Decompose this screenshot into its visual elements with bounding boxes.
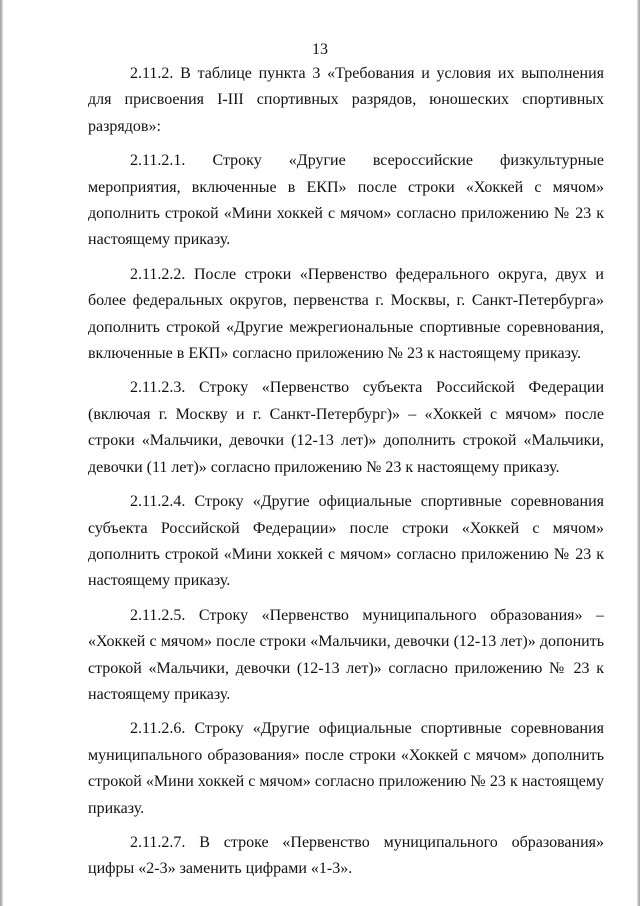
paragraph-2-11-2-6: 2.11.2.6. Строку «Другие официальные спортивные соревнования муниципального образования» после строки «Хоккей с мячом» дополнить строкой «Мини хоккей с мячом» согласно приложению № 23 к настоящему приказу. — [88, 720, 604, 817]
paragraph-2-11-2: 2.11.2. В таблице пункта 3 «Требования и условия их выполнения для присвоения I-III спортивных разрядов, юношеских спортивных разрядов»: — [88, 65, 604, 135]
paragraph-2-11-2-1: 2.11.2.1. Строку «Другие всероссийские физкультурные мероприятия, включенные в ЕКП» после строки «Хоккей с мячом» дополнить строкой «Мини хоккей с мячом» согласно приложению № 23 к настоящему приказу. — [88, 152, 604, 249]
paragraph-2-11-2-7: 2.11.2.7. В строке «Первенство муниципального образования» цифры «2-3» заменить цифрами «1-3». — [88, 833, 604, 878]
paragraph-2-11-2-5: 2.11.2.5. Строку «Первенство муниципального образования» – «Хоккей с мячом» после строки «Мальчики, девочки (12-13 лет)» допонить строкой «Мальчики, девочки (12-13 лет)» согласно приложению № 23 к настоящему приказу. — [88, 606, 604, 703]
paragraph-2-11-2-3: 2.11.2.3. Строку «Первенство субъекта Российской Федерации (включая г. Москву и г. Санкт-Петербург)» – «Хоккей с мячом» после строки «Мальчики, девочки (12-13 лет)» дополнить строкой «Мальчики, девочки (11 лет)» согласно приложению № 23 к настоящему приказу. — [88, 379, 604, 476]
document-body — [88, 61, 604, 891]
paragraph-2-11-2-2: 2.11.2.2. После строки «Первенство федерального округа, двух и более федеральных округов, первенства г. Москвы, г. Санкт-Петербурга» дополнить строкой «Другие межрегиональные спортивные соревнования, включенные в ЕКП» согласно приложению № 23 к настоящему приказу. — [88, 265, 604, 363]
paragraph-2-11-2-4: 2.11.2.4. Строку «Другие официальные спортивные соревнования субъекта Российской Федерации» после строки «Хоккей с мячом» дополнить строкой «Мини хоккей с мячом» согласно приложению № 23 к настоящему приказу. — [88, 493, 604, 590]
page-number: 13 — [312, 41, 328, 58]
scan-edge-left — [0, 0, 3, 906]
